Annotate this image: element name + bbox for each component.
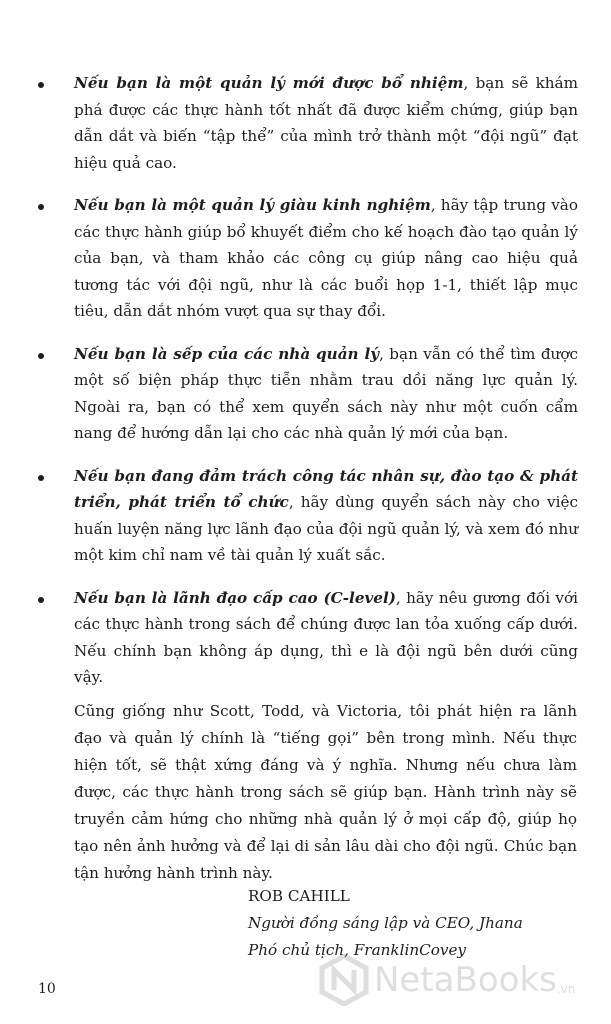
- watermark: [318, 950, 608, 1010]
- page-number: 10: [38, 981, 56, 997]
- bullet-lead: Nếu bạn đang đảm trách công tác nhân sự, đào tạo & phát triển, phát triển tổ chức: [74, 466, 578, 511]
- bullet-text: , hãy dùng quyển sách này cho việc huấn luyện năng lực lãnh đạo của đội ngũ quản lý, và xem đó như một kim chỉ nam về tài quản lý xuất sắc.: [74, 493, 578, 564]
- watermark-suffix: .vn: [556, 982, 576, 996]
- bullet-item: [38, 70, 578, 176]
- bullet-item: [38, 341, 578, 447]
- bullet-lead: Nếu bạn là một quản lý mới được bổ nhiệm: [74, 74, 464, 92]
- netabooks-logo-icon: [318, 954, 370, 1006]
- bullet-lead: Nếu bạn là lãnh đạo cấp cao (C-level): [74, 588, 396, 607]
- bullet-item: [38, 585, 578, 691]
- closing-paragraph: Cũng giống như Scott, Todd, và Victoria, tôi phát hiện ra lãnh đạo và quản lý chính là “tiếng gọi” bên trong mình. Nếu thực hiện tốt, sẽ thật xứng đáng và ý nghĩa. Nhưng nếu chưa làm được, các thực hành trong sách sẽ giúp bạn. Hành trình này sẽ truyền cảm hứng cho những nhà quản lý ở mọi cấp độ, giúp họ tạo nên ảnh hưởng và để lại di sản lâu dài cho đội ngũ. Chúc bạn tận hưởng hành trình này.: [74, 702, 577, 883]
- bullet-dot-icon: [38, 82, 44, 88]
- bullet-item: [38, 463, 578, 569]
- bullet-item: [38, 192, 578, 325]
- bullet-text: , bạn sẽ khám phá được các thực hành tốt nhất đã được kiểm chứng, giúp bạn dẫn dắt và biến “tập thể” của mình trở thành một “đội ngũ” đạt hiệu quả cao.: [74, 74, 579, 172]
- bullet-dot-icon: [38, 204, 44, 210]
- signature-name: ROB CAHILL: [248, 887, 350, 905]
- bullet-lead: Nếu bạn là một quản lý giàu kinh nghiệm: [74, 196, 431, 214]
- bullet-lead: Nếu bạn là sếp của các nhà quản lý: [74, 344, 380, 363]
- audience-bullet-list: [38, 70, 578, 707]
- bullet-text: , hãy tập trung vào các thực hành giúp bổ khuyết điểm cho kế hoạch đào tạo quản lý của bạn, và tham khảo các công cụ giúp nâng cao hiệu quả tương tác với đội ngũ, như là các buổi họp 1-1, thiết lập mục tiêu, dẫn dắt nhóm vượt qua sự thay đổi.: [74, 196, 578, 320]
- bullet-dot-icon: [38, 475, 44, 481]
- bullet-text: , bạn vẫn có thể tìm được một số biện pháp thực tiễn nhằm trau dồi năng lực quản lý. Ngoài ra, bạn có thể xem quyển sách này như một cuốn cẩm nang để hướng dẫn lại cho các nhà quản lý mới của bạn.: [74, 344, 578, 442]
- signature-role-2: Phó chủ tịch, FranklinCovey: [248, 941, 467, 959]
- bullet-text: , hãy nêu gương đối với các thực hành trong sách để chúng được lan tỏa xuống cấp dưới. Nếu chính bạn không áp dụng, thì e là đội ngũ bên dưới cũng vậy.: [74, 588, 578, 686]
- signature-role-1: Người đồng sáng lập và CEO, Jhana: [248, 914, 523, 932]
- bullet-dot-icon: [38, 353, 44, 359]
- bullet-dot-icon: [38, 597, 44, 603]
- watermark-brand: NetaBooks: [374, 960, 557, 1000]
